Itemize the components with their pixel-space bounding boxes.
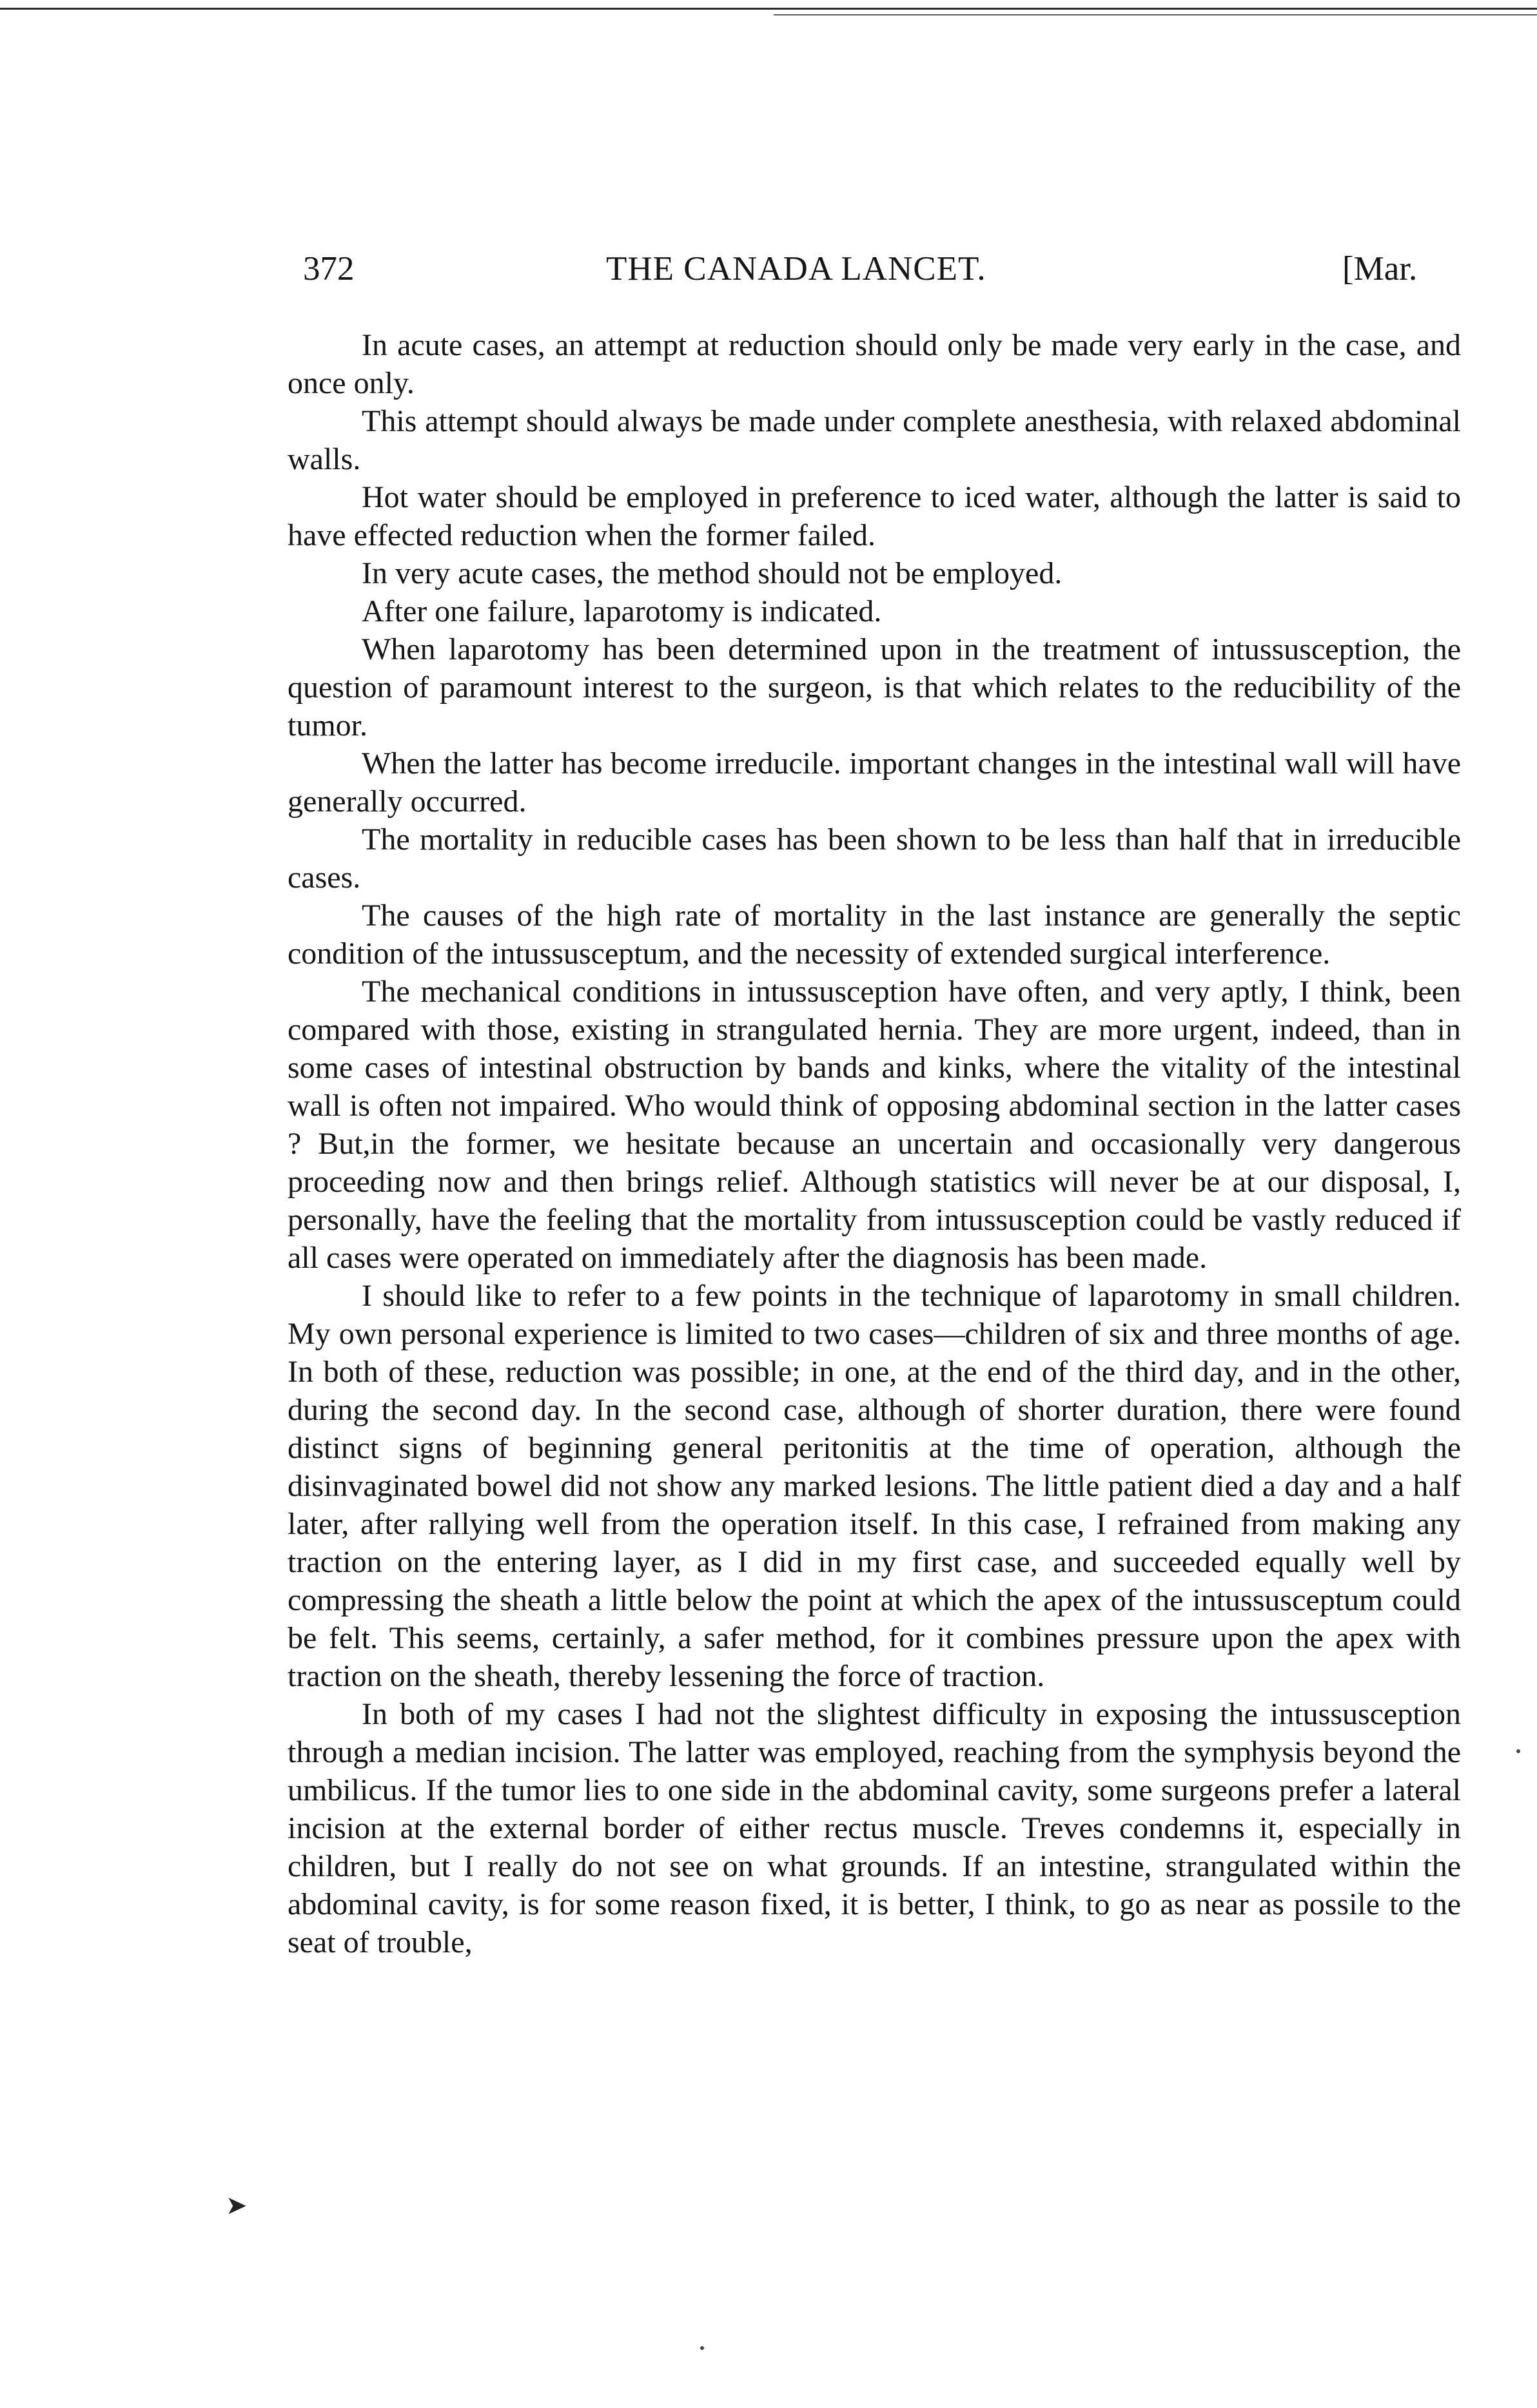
- margin-arrow-icon: ➤: [226, 2191, 248, 2220]
- paragraph: Hot water should be employed in preference to iced water, although the latter is said to have effected reduction when the former failed.: [288, 480, 1461, 552]
- article-body: [288, 326, 1461, 1961]
- paragraph: I should like to refer to a few points in the technique of laparotomy in small children. My own personal experience is limited to two cases—children of six and three months of age. In both of these, reduction was possible; in one, at the end of the third day, and in the other, during the second day. In the second case, although of shorter duration, there were found distinct signs of beginning general peritonitis at the time of operation, although the disinvaginated bowel did not show any marked lesions. The little patient died a day and a half later, after rallying well from the operation itself. In this case, I refrained from making any traction on the entering layer, as I did in my first case, and succeeded equally well by compressing the sheath a little below the point at which the apex of the intussusceptum could be felt. This seems, certainly, a safer method, for it combines pressure upon the apex with traction on the sheath, thereby lessening the force of traction.: [288, 1279, 1461, 1693]
- paragraph: In very acute cases, the method should not be employed.: [362, 556, 1062, 590]
- paragraph: After one failure, laparotomy is indicated.: [362, 594, 882, 628]
- journal-title: THE CANADA LANCET.: [606, 250, 986, 287]
- paragraph: When laparotomy has been determined upon in the treatment of intussusception, the question of paramount interest to the surgeon, is that which relates to the reducibility of the tumor.: [288, 632, 1461, 743]
- paragraph: In both of my cases I had not the slightest difficulty in exposing the intussusception through a median incision. The latter was employed, reaching from the symphysis beyond the umbilicus. If the tumor lies to one side in the abdominal cavity, some surgeons prefer a lateral incision at the external border of either rectus muscle. Treves condemns it, especially in children, but I really do not see on what grounds. If an intestine, strangulated within the abdominal cavity, is for some reason fixed, it is better, I think, to go as near as possile to the seat of trouble,: [288, 1697, 1461, 1959]
- margin-speck: [1516, 1749, 1520, 1753]
- page-number: 372: [303, 250, 355, 287]
- paragraph: The causes of the high rate of mortality in the last instance are generally the septic condition of the intussusceptum, and the necessity of extended surgical interference.: [288, 898, 1461, 971]
- header-month: [Mar.: [1342, 250, 1418, 287]
- top-rule: [0, 8, 1537, 10]
- top-rule-secondary: [774, 14, 1537, 15]
- paragraph: When the latter has become irreducile. important changes in the intestinal wall will have generally occurred.: [288, 746, 1461, 819]
- paragraph: The mortality in reducible cases has been shown to be less than half that in irreducible cases.: [288, 822, 1461, 895]
- margin-speck: [700, 2346, 704, 2350]
- paragraph: In acute cases, an attempt at reduction should only be made very early in the case, and once only.: [288, 328, 1461, 400]
- paragraph: The mechanical conditions in intussusception have often, and very aptly, I think, been compared with those, existing in strangulated hernia. They are more urgent, indeed, than in some cases of intestinal obstruction by bands and kinks, where the vitality of the intestinal wall is often not impaired. Who would think of opposing abdominal section in the latter cases ? But,in the former, we hesitate because an uncertain and occasionally very dangerous proceeding now and then brings relief. Although statistics will never be at our disposal, I, personally, have the feeling that the mortality from intussusception could be vastly reduced if all cases were operated on immediately after the diagnosis has been made.: [288, 975, 1461, 1275]
- paragraph: This attempt should always be made under complete anesthesia, with relaxed abdominal walls.: [288, 404, 1461, 476]
- running-header: [303, 246, 1464, 291]
